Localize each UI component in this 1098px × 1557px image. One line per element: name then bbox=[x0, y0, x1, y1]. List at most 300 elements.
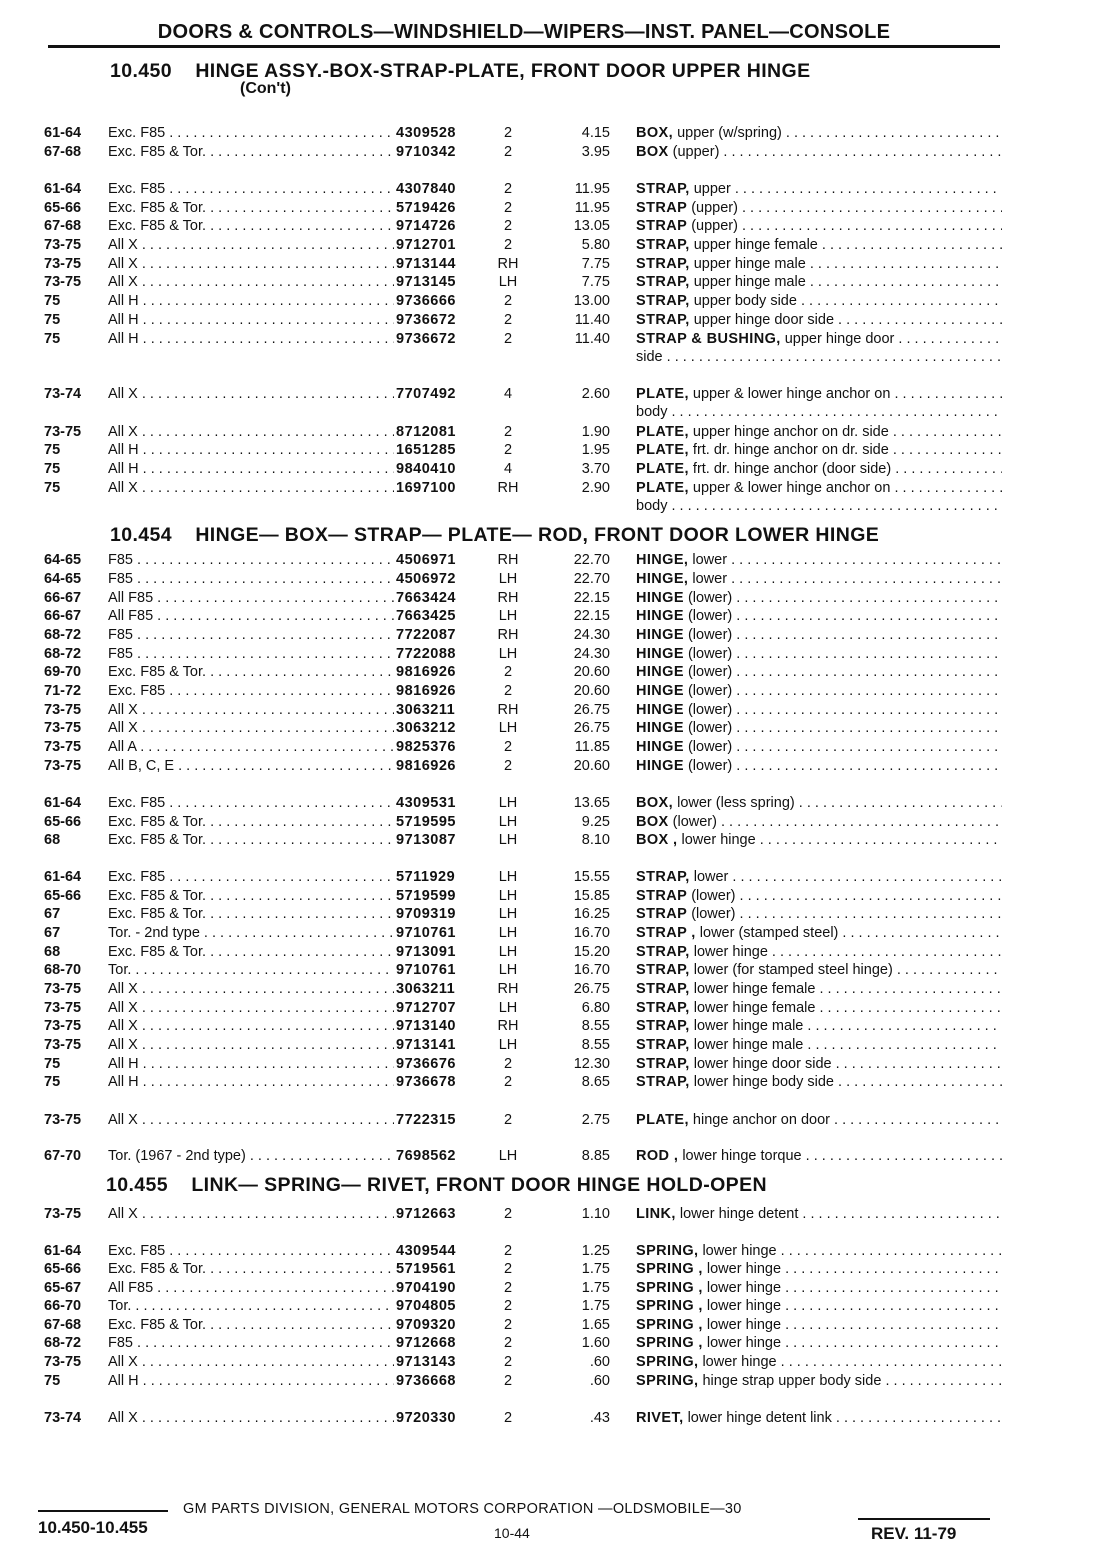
application: All X . . . bbox=[108, 237, 394, 253]
part-number: 8712081 bbox=[396, 424, 456, 440]
quantity: 2 bbox=[503, 1373, 513, 1389]
price: 11.85 bbox=[574, 739, 610, 755]
model-years: 73-74 bbox=[44, 386, 82, 402]
description bbox=[636, 1373, 1002, 1389]
application-cell bbox=[108, 682, 394, 700]
part-number: 9816926 bbox=[396, 758, 456, 774]
model-years: 67-68 bbox=[44, 218, 82, 234]
application-cell bbox=[108, 199, 394, 217]
application: Exc. F85 & Tor. . . . bbox=[108, 200, 394, 216]
part-number: 9704805 bbox=[396, 1298, 456, 1314]
part-name: STRAP, bbox=[636, 1056, 690, 1072]
part-detail: lower hinge bbox=[706, 1317, 782, 1333]
application: Exc. F85 . . . bbox=[108, 1243, 394, 1259]
price: 15.20 bbox=[573, 944, 610, 960]
part-number: 5711929 bbox=[396, 869, 456, 885]
model-years: 67 bbox=[44, 925, 61, 941]
price: 22.70 bbox=[573, 552, 610, 568]
description-cell bbox=[636, 1242, 1002, 1260]
parts-row bbox=[44, 236, 1004, 254]
quantity: LH bbox=[498, 944, 518, 960]
part-name: SPRING, bbox=[636, 1354, 699, 1370]
application-cell bbox=[108, 143, 394, 161]
part-detail: lower bbox=[692, 552, 728, 568]
part-number: 9710342 bbox=[396, 144, 456, 160]
application-cell bbox=[108, 1036, 394, 1054]
application-cell bbox=[108, 1260, 394, 1278]
part-name: STRAP, bbox=[636, 962, 690, 978]
parts-row bbox=[44, 813, 1004, 831]
quantity: LH bbox=[498, 646, 518, 662]
application: All F85 . . . bbox=[108, 1280, 394, 1296]
application: All X . . . bbox=[108, 1037, 394, 1053]
application-cell bbox=[108, 330, 394, 348]
part-number: 1651285 bbox=[396, 442, 456, 458]
part-name: HINGE bbox=[636, 590, 684, 606]
part-name: STRAP, bbox=[636, 1037, 690, 1053]
parts-row bbox=[44, 143, 1004, 161]
part-name: HINGE bbox=[636, 683, 684, 699]
description bbox=[636, 1354, 1002, 1370]
part-detail: upper & lower hinge anchor on bbox=[692, 386, 891, 402]
part-detail: (lower) bbox=[687, 627, 733, 643]
price: 20.60 bbox=[573, 664, 610, 680]
application: F85 . . . bbox=[108, 552, 394, 568]
part-number: 9736678 bbox=[396, 1074, 456, 1090]
part-number: 9713087 bbox=[396, 832, 456, 848]
description bbox=[636, 608, 1002, 624]
model-years: 75 bbox=[44, 442, 61, 458]
application: Exc. F85 & Tor. . . . bbox=[108, 664, 394, 680]
application: Tor. - 2nd type . . . bbox=[108, 925, 394, 941]
model-years: 64-65 bbox=[44, 552, 82, 568]
parts-row bbox=[44, 1279, 1004, 1297]
part-number: 9709319 bbox=[396, 906, 456, 922]
description-cell bbox=[636, 217, 1002, 235]
quantity: LH bbox=[498, 925, 518, 941]
model-years: 66-70 bbox=[44, 1298, 82, 1314]
price: 11.95 bbox=[574, 200, 610, 216]
quantity: 2 bbox=[503, 1112, 513, 1128]
part-detail: (lower) bbox=[687, 664, 733, 680]
part-detail: upper hinge door bbox=[784, 331, 895, 347]
part-number: 9710761 bbox=[396, 925, 456, 941]
part-number: 4307840 bbox=[396, 181, 456, 197]
part-detail: upper body side bbox=[693, 293, 797, 309]
parts-row bbox=[44, 1147, 1004, 1165]
application-cell bbox=[108, 943, 394, 961]
price: 16.70 bbox=[573, 962, 610, 978]
description bbox=[636, 480, 1002, 496]
application-cell bbox=[108, 924, 394, 942]
part-detail: lower hinge door side bbox=[693, 1056, 832, 1072]
model-years: 61-64 bbox=[44, 181, 82, 197]
description-cell bbox=[636, 460, 1002, 478]
price: 3.70 bbox=[581, 461, 610, 477]
application: All F85 . . . bbox=[108, 608, 394, 624]
parts-row bbox=[44, 663, 1004, 681]
price: 1.90 bbox=[581, 424, 610, 440]
model-years: 68 bbox=[44, 832, 61, 848]
price: 11.40 bbox=[574, 331, 610, 347]
part-name: SPRING , bbox=[636, 1280, 703, 1296]
model-years: 73-75 bbox=[44, 720, 82, 736]
model-years: 65-66 bbox=[44, 814, 82, 830]
description bbox=[636, 1410, 1002, 1426]
quantity: 2 bbox=[503, 1354, 513, 1370]
part-number: 9713140 bbox=[396, 1018, 456, 1034]
price: 13.00 bbox=[573, 293, 610, 309]
part-detail: lower hinge detent bbox=[679, 1206, 799, 1222]
part-detail: (lower) bbox=[687, 608, 733, 624]
description bbox=[636, 1074, 1002, 1090]
description bbox=[636, 814, 1002, 830]
application: All X . . . bbox=[108, 720, 394, 736]
part-name: STRAP, bbox=[636, 237, 690, 253]
description-cell bbox=[636, 479, 1002, 497]
description bbox=[636, 1298, 1002, 1314]
application-cell bbox=[108, 738, 394, 756]
description-cell bbox=[636, 236, 1002, 254]
part-number: 9714726 bbox=[396, 218, 456, 234]
description bbox=[636, 237, 1002, 253]
part-number: 9710761 bbox=[396, 962, 456, 978]
part-name: HINGE bbox=[636, 627, 684, 643]
part-detail: lower hinge bbox=[706, 1261, 782, 1277]
quantity: 2 bbox=[503, 424, 513, 440]
description-cell bbox=[636, 887, 1002, 905]
application: All X . . . bbox=[108, 1206, 394, 1222]
model-years: 73-75 bbox=[44, 1354, 82, 1370]
part-detail: hinge anchor on door bbox=[692, 1112, 830, 1128]
parts-row bbox=[44, 868, 1004, 886]
description-cell bbox=[636, 1036, 1002, 1054]
price: 13.65 bbox=[573, 795, 610, 811]
section-heading: HINGE ASSY.-BOX-STRAP-PLATE, FRONT DOOR UPPER HINGE bbox=[195, 60, 811, 82]
model-years: 65-66 bbox=[44, 200, 82, 216]
quantity: LH bbox=[498, 608, 518, 624]
part-number: 3063212 bbox=[396, 720, 456, 736]
model-years: 64-65 bbox=[44, 571, 82, 587]
parts-row bbox=[44, 1409, 1004, 1427]
part-name: STRAP, bbox=[636, 869, 690, 885]
description bbox=[636, 1243, 1002, 1259]
part-number: 4309528 bbox=[396, 125, 456, 141]
part-detail: (lower) bbox=[672, 814, 717, 830]
application: Exc. F85 . . . bbox=[108, 125, 394, 141]
application: All X . . . bbox=[108, 1018, 394, 1034]
price: 3.95 bbox=[581, 144, 610, 160]
application: Exc. F85 . . . bbox=[108, 683, 394, 699]
part-detail: lower hinge bbox=[702, 1243, 777, 1259]
description bbox=[636, 1056, 1002, 1072]
parts-row bbox=[44, 180, 1004, 198]
part-number: 5719426 bbox=[396, 200, 456, 216]
quantity: RH bbox=[497, 480, 519, 496]
application-cell bbox=[108, 1073, 394, 1091]
quantity: 2 bbox=[503, 664, 513, 680]
quantity: 2 bbox=[503, 218, 513, 234]
application: All X . . . bbox=[108, 1000, 394, 1016]
description-cell bbox=[636, 1073, 1002, 1091]
page-header bbox=[48, 18, 1000, 48]
model-years: 67 bbox=[44, 906, 61, 922]
parts-row bbox=[44, 1242, 1004, 1260]
model-years: 75 bbox=[44, 1074, 61, 1090]
part-detail: frt. dr. hinge anchor on dr. side bbox=[692, 442, 889, 458]
application-cell bbox=[108, 831, 394, 849]
application: All H . . . bbox=[108, 442, 394, 458]
description bbox=[636, 144, 1002, 160]
model-years: 68-72 bbox=[44, 646, 82, 662]
part-detail: (lower) bbox=[687, 720, 733, 736]
part-name: HINGE, bbox=[636, 571, 689, 587]
description-cell bbox=[636, 255, 1002, 273]
model-years: 69-70 bbox=[44, 664, 82, 680]
quantity: 2 bbox=[503, 312, 513, 328]
model-years: 75 bbox=[44, 480, 61, 496]
part-number: 9840410 bbox=[396, 461, 456, 477]
application-cell bbox=[108, 1334, 394, 1352]
price: 8.10 bbox=[581, 832, 610, 848]
part-detail: upper hinge anchor on dr. side bbox=[692, 424, 889, 440]
part-number: 9713091 bbox=[396, 944, 456, 960]
application-cell bbox=[108, 701, 394, 719]
quantity: 4 bbox=[503, 461, 513, 477]
part-detail: (upper) bbox=[691, 218, 738, 234]
application-cell bbox=[108, 1017, 394, 1035]
quantity: LH bbox=[498, 571, 518, 587]
description-cell bbox=[636, 999, 1002, 1017]
price: 1.75 bbox=[581, 1280, 610, 1296]
parts-row bbox=[44, 682, 1004, 700]
description bbox=[636, 962, 1002, 978]
quantity: RH bbox=[497, 981, 519, 997]
model-years: 67-68 bbox=[44, 1317, 82, 1333]
description-cell bbox=[636, 551, 1002, 569]
description bbox=[636, 1037, 1002, 1053]
quantity: LH bbox=[498, 795, 518, 811]
part-detail: lower hinge bbox=[706, 1280, 782, 1296]
part-name: BOX, bbox=[636, 795, 674, 811]
part-name: PLATE, bbox=[636, 442, 689, 458]
application-cell bbox=[108, 887, 394, 905]
part-detail: upper bbox=[693, 181, 731, 197]
application: All X . . . bbox=[108, 981, 394, 997]
part-detail: lower hinge male bbox=[693, 1018, 804, 1034]
description-cell bbox=[636, 1111, 1002, 1129]
footer-rule-left bbox=[38, 1510, 168, 1512]
description-cell bbox=[636, 1260, 1002, 1278]
description bbox=[636, 386, 1002, 402]
part-name: PLATE, bbox=[636, 424, 689, 440]
description-cell bbox=[636, 1334, 1002, 1352]
application: F85 . . . bbox=[108, 646, 394, 662]
parts-row bbox=[44, 460, 1004, 478]
application-cell bbox=[108, 1316, 394, 1334]
description-cell bbox=[636, 663, 1002, 681]
description-cell bbox=[636, 311, 1002, 329]
model-years: 75 bbox=[44, 312, 61, 328]
quantity: 2 bbox=[503, 331, 513, 347]
part-name: STRAP, bbox=[636, 312, 690, 328]
description-cell bbox=[636, 1353, 1002, 1371]
price: 2.75 bbox=[581, 1112, 610, 1128]
description bbox=[636, 683, 1002, 699]
model-years: 65-66 bbox=[44, 888, 82, 904]
application-cell bbox=[108, 217, 394, 235]
model-years: 73-75 bbox=[44, 237, 82, 253]
part-name: STRAP, bbox=[636, 981, 690, 997]
part-number: 9736672 bbox=[396, 312, 456, 328]
application-cell bbox=[108, 1205, 394, 1223]
model-years: 73-75 bbox=[44, 256, 82, 272]
description bbox=[636, 461, 1002, 477]
description-cell bbox=[636, 1279, 1002, 1297]
section-title-10-450 bbox=[110, 60, 811, 83]
part-name: PLATE, bbox=[636, 461, 689, 477]
application-cell bbox=[108, 961, 394, 979]
part-detail: lower bbox=[692, 571, 728, 587]
model-years: 66-67 bbox=[44, 608, 82, 624]
quantity: 2 bbox=[503, 1317, 513, 1333]
application-cell bbox=[108, 385, 394, 403]
quantity: 2 bbox=[503, 293, 513, 309]
part-name: STRAP, bbox=[636, 293, 690, 309]
parts-row bbox=[44, 423, 1004, 441]
description bbox=[636, 925, 1002, 941]
parts-row bbox=[44, 887, 1004, 905]
quantity: 2 bbox=[503, 1335, 513, 1351]
parts-row bbox=[44, 1055, 1004, 1073]
quantity: 2 bbox=[503, 237, 513, 253]
page-header-title: DOORS & CONTROLS—WINDSHIELD—WIPERS—INST. PANEL—CONSOLE bbox=[157, 21, 891, 43]
application: All H . . . bbox=[108, 312, 394, 328]
model-years: 61-64 bbox=[44, 795, 82, 811]
part-name: STRAP bbox=[636, 200, 688, 216]
part-detail: lower hinge bbox=[702, 1354, 777, 1370]
part-name: STRAP bbox=[636, 218, 688, 234]
price: 24.30 bbox=[573, 646, 610, 662]
parts-row bbox=[44, 1316, 1004, 1334]
description bbox=[636, 1280, 1002, 1296]
description bbox=[636, 758, 1002, 774]
description-cell bbox=[636, 441, 1002, 459]
price: 20.60 bbox=[573, 683, 610, 699]
part-name: BOX bbox=[636, 144, 669, 160]
description bbox=[636, 1335, 1002, 1351]
application: F85 . . . bbox=[108, 1335, 394, 1351]
part-number: 7722315 bbox=[396, 1112, 456, 1128]
price: 15.55 bbox=[573, 869, 610, 885]
model-years: 75 bbox=[44, 293, 61, 309]
description bbox=[636, 906, 1002, 922]
model-years: 73-75 bbox=[44, 1206, 82, 1222]
application-cell bbox=[108, 1279, 394, 1297]
description bbox=[636, 795, 1002, 811]
application-cell bbox=[108, 236, 394, 254]
footer-publisher: GM PARTS DIVISION, GENERAL MOTORS CORPORATION —OLDSMOBILE—30 bbox=[183, 1501, 742, 1517]
price: .60 bbox=[589, 1354, 610, 1370]
price: .60 bbox=[589, 1373, 610, 1389]
part-name: HINGE bbox=[636, 758, 684, 774]
application: Exc. F85 & Tor. . . . bbox=[108, 944, 394, 960]
part-number: 1697100 bbox=[396, 480, 456, 496]
application: All H . . . bbox=[108, 461, 394, 477]
application: All H . . . bbox=[108, 1074, 394, 1090]
part-detail: lower bbox=[693, 869, 729, 885]
parts-row bbox=[44, 273, 1004, 291]
part-name: HINGE bbox=[636, 646, 684, 662]
description-cell bbox=[636, 273, 1002, 291]
application: All X . . . bbox=[108, 274, 394, 290]
application-cell bbox=[108, 626, 394, 644]
description bbox=[636, 424, 1002, 440]
quantity: RH bbox=[497, 590, 519, 606]
part-number: 5719595 bbox=[396, 814, 456, 830]
part-detail: lower hinge male bbox=[693, 1037, 804, 1053]
part-detail: lower (less spring) bbox=[677, 795, 795, 811]
model-years: 67-70 bbox=[44, 1148, 82, 1164]
parts-row bbox=[44, 589, 1004, 607]
part-name: HINGE bbox=[636, 664, 684, 680]
application: F85 . . . bbox=[108, 627, 394, 643]
description-cell bbox=[636, 1017, 1002, 1035]
model-years: 73-75 bbox=[44, 981, 82, 997]
parts-row bbox=[44, 1353, 1004, 1371]
price: 8.55 bbox=[581, 1018, 610, 1034]
parts-row bbox=[44, 217, 1004, 235]
part-name: BOX, bbox=[636, 125, 674, 141]
price: 13.05 bbox=[573, 218, 610, 234]
description bbox=[636, 293, 1002, 309]
parts-row bbox=[44, 980, 1004, 998]
part-detail: lower hinge bbox=[706, 1298, 782, 1314]
application: Exc. F85 . . . bbox=[108, 869, 394, 885]
model-years: 68-72 bbox=[44, 1335, 82, 1351]
description bbox=[636, 442, 1002, 458]
description bbox=[636, 1112, 1002, 1128]
application: All B, C, E . . . bbox=[108, 758, 394, 774]
application-cell bbox=[108, 980, 394, 998]
part-detail: (lower) bbox=[687, 739, 733, 755]
parts-row bbox=[44, 645, 1004, 663]
application-cell bbox=[108, 1242, 394, 1260]
application: All X . . . bbox=[108, 1354, 394, 1370]
application: Exc. F85 & Tor. . . . bbox=[108, 1317, 394, 1333]
model-years: 75 bbox=[44, 1056, 61, 1072]
model-years: 73-75 bbox=[44, 424, 82, 440]
part-number: 7722087 bbox=[396, 627, 456, 643]
part-detail: (lower) bbox=[687, 758, 733, 774]
part-detail: (lower) bbox=[691, 906, 736, 922]
description-cell bbox=[636, 924, 1002, 942]
application-cell bbox=[108, 479, 394, 497]
part-name: STRAP bbox=[636, 888, 688, 904]
application: F85 . . . bbox=[108, 571, 394, 587]
price: .43 bbox=[589, 1410, 610, 1426]
quantity: 2 bbox=[503, 1298, 513, 1314]
section-title-10-455 bbox=[106, 1174, 767, 1197]
part-number: 5719561 bbox=[396, 1261, 456, 1277]
price: 5.80 bbox=[581, 237, 610, 253]
part-detail: lower hinge bbox=[693, 944, 768, 960]
parts-row bbox=[44, 330, 1004, 348]
part-number: 7663424 bbox=[396, 590, 456, 606]
part-number: 9736668 bbox=[396, 1373, 456, 1389]
description-cell bbox=[636, 124, 1002, 142]
price: 7.75 bbox=[581, 274, 610, 290]
